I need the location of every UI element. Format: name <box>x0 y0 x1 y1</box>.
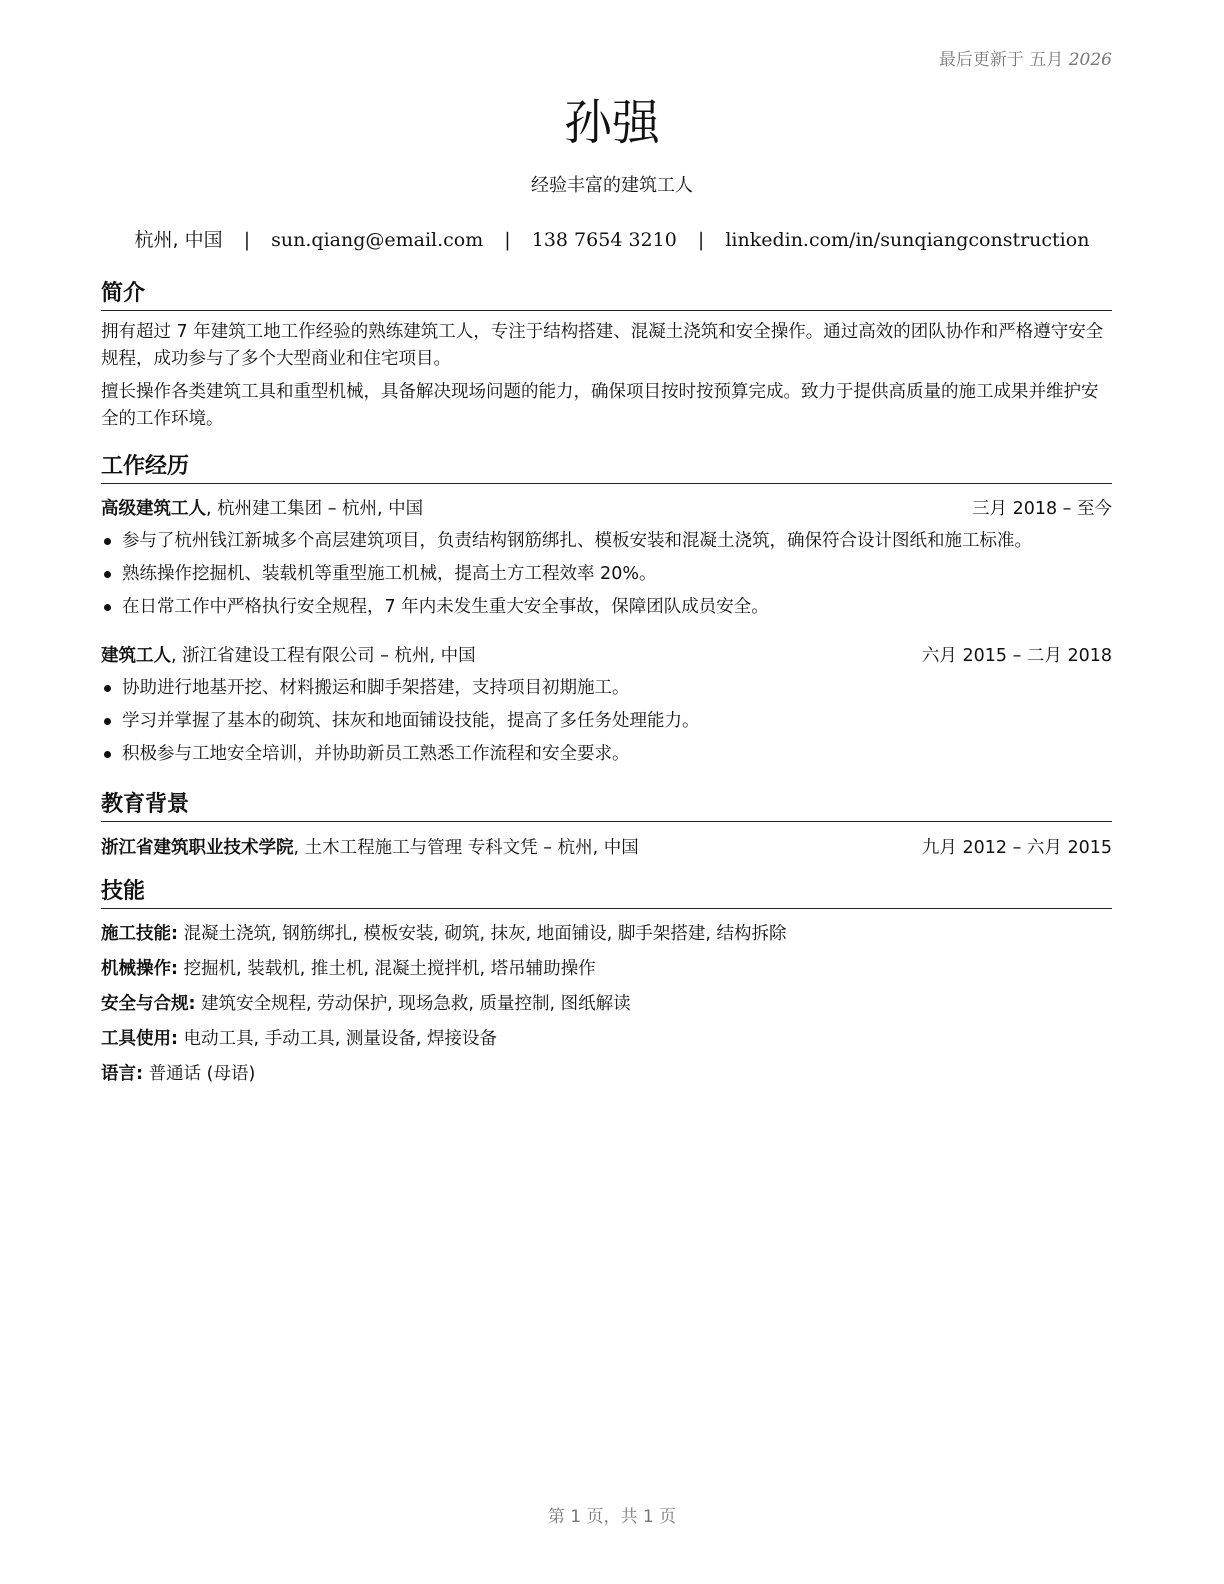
skill-label: 施工技能: <box>101 924 178 944</box>
summary-section <box>101 279 1112 433</box>
contact-separator: | <box>697 229 705 251</box>
contact-separator: | <box>243 229 251 251</box>
bullet-icon <box>104 718 111 725</box>
education-entry <box>101 834 1112 862</box>
job-entry <box>101 642 1112 771</box>
skill-label: 工具使用: <box>101 1029 178 1049</box>
skills-section <box>101 877 1112 1092</box>
skill-value: 电动工具, 手动工具, 测量设备, 焊接设备 <box>178 1029 497 1049</box>
skill-row <box>101 917 1112 952</box>
bullet-icon <box>104 685 111 692</box>
bullet-icon <box>104 604 111 611</box>
job-bullet: 协助进行地基开挖、材料搬运和脚手架搭建，支持项目初期施工。 <box>101 672 1112 705</box>
candidate-name: 孙强 <box>563 95 660 151</box>
skill-row <box>101 987 1112 1022</box>
experience-section <box>101 452 1112 771</box>
bullet-icon <box>104 751 111 758</box>
contact-line <box>0 225 1224 252</box>
last-updated <box>939 45 1112 70</box>
summary-paragraph: 拥有超过 7 年建筑工地工作经验的熟练建筑工人，专注于结构搭建、混凝土浇筑和安全操作。通过高效的团队协作和严格遵守安全规程，成功参与了多个大型商业和住宅项目。 <box>101 322 1104 369</box>
section-title-summary: 简介 <box>101 279 1112 311</box>
contact-linkedin[interactable]: linkedin.com/in/sunqiangconstruction <box>725 229 1090 251</box>
education-detail: , 土木工程施工与管理 专科文凭 – 杭州, 中国 <box>293 838 639 858</box>
education-section <box>101 790 1112 862</box>
job-company: , 杭州建工集团 – 杭州, 中国 <box>206 499 424 519</box>
contact-phone[interactable]: 138 7654 3210 <box>531 229 677 251</box>
section-title-education: 教育背景 <box>101 790 1112 822</box>
skill-value: 挖掘机, 装载机, 推土机, 混凝土搅拌机, 塔吊辅助操作 <box>178 959 596 979</box>
skill-label: 机械操作: <box>101 959 178 979</box>
contact-email[interactable]: sun.qiang@email.com <box>271 229 484 251</box>
skill-value: 建筑安全规程, 劳动保护, 现场急救, 质量控制, 图纸解读 <box>195 994 631 1014</box>
contact-separator: | <box>504 229 511 251</box>
job-bullets <box>101 525 1112 624</box>
job-bullet: 参与了杭州钱江新城多个高层建筑项目，负责结构钢筋绑扎、模板安装和混凝土浇筑，确保符合设计图纸和施工标准。 <box>101 525 1112 558</box>
education-dates: 九月 2012 – 六月 2015 <box>921 838 1112 858</box>
summary-paragraph: 擅长操作各类建筑工具和重型机械，具备解决现场问题的能力，确保项目按时按预算完成。致力于提供高质量的施工成果并维护安全的工作环境。 <box>101 382 1099 429</box>
section-title-experience: 工作经历 <box>101 452 1112 484</box>
skill-row <box>101 1022 1112 1057</box>
skill-label: 安全与合规: <box>101 994 196 1014</box>
last-updated-year: 2026 <box>1068 50 1112 70</box>
job-role: 高级建筑工人 <box>101 499 206 519</box>
job-entry <box>101 495 1112 624</box>
job-company: , 浙江省建设工程有限公司 – 杭州, 中国 <box>171 646 476 666</box>
job-bullet: 学习并掌握了基本的砌筑、抹灰和地面铺设技能，提高了多任务处理能力。 <box>101 705 1112 738</box>
skills-list <box>101 917 1112 1092</box>
bullet-icon <box>104 538 111 545</box>
job-bullet: 熟练操作挖掘机、装载机等重型施工机械，提高土方工程效率 20%。 <box>101 558 1112 591</box>
page-number: 第 1 页，共 1 页 <box>547 1507 677 1527</box>
bullet-icon <box>104 571 111 578</box>
job-dates: 三月 2018 – 至今 <box>972 499 1112 519</box>
skill-value: 普通话 (母语) <box>143 1064 256 1084</box>
candidate-headline: 经验丰富的建筑工人 <box>531 175 693 196</box>
skill-label: 语言: <box>101 1064 143 1084</box>
job-header <box>101 642 1112 670</box>
skill-value: 混凝土浇筑, 钢筋绑扎, 模板安装, 砌筑, 抹灰, 地面铺设, 脚手架搭建, 结构拆除 <box>178 924 787 944</box>
skill-row <box>101 952 1112 987</box>
last-updated-prefix: 最后更新于 五月 <box>938 50 1064 70</box>
job-bullet: 积极参与工地安全培训，并协助新员工熟悉工作流程和安全要求。 <box>101 738 1112 771</box>
job-bullet: 在日常工作中严格执行安全规程，7 年内未发生重大安全事故，保障团队成员安全。 <box>101 591 1112 624</box>
skill-row <box>101 1057 1112 1092</box>
job-header <box>101 495 1112 523</box>
job-role: 建筑工人 <box>101 646 171 666</box>
section-title-skills: 技能 <box>101 877 1112 909</box>
contact-location: 杭州, 中国 <box>134 229 223 251</box>
education-school: 浙江省建筑职业技术学院 <box>101 838 294 858</box>
job-bullets <box>101 672 1112 771</box>
job-dates: 六月 2015 – 二月 2018 <box>921 646 1112 666</box>
